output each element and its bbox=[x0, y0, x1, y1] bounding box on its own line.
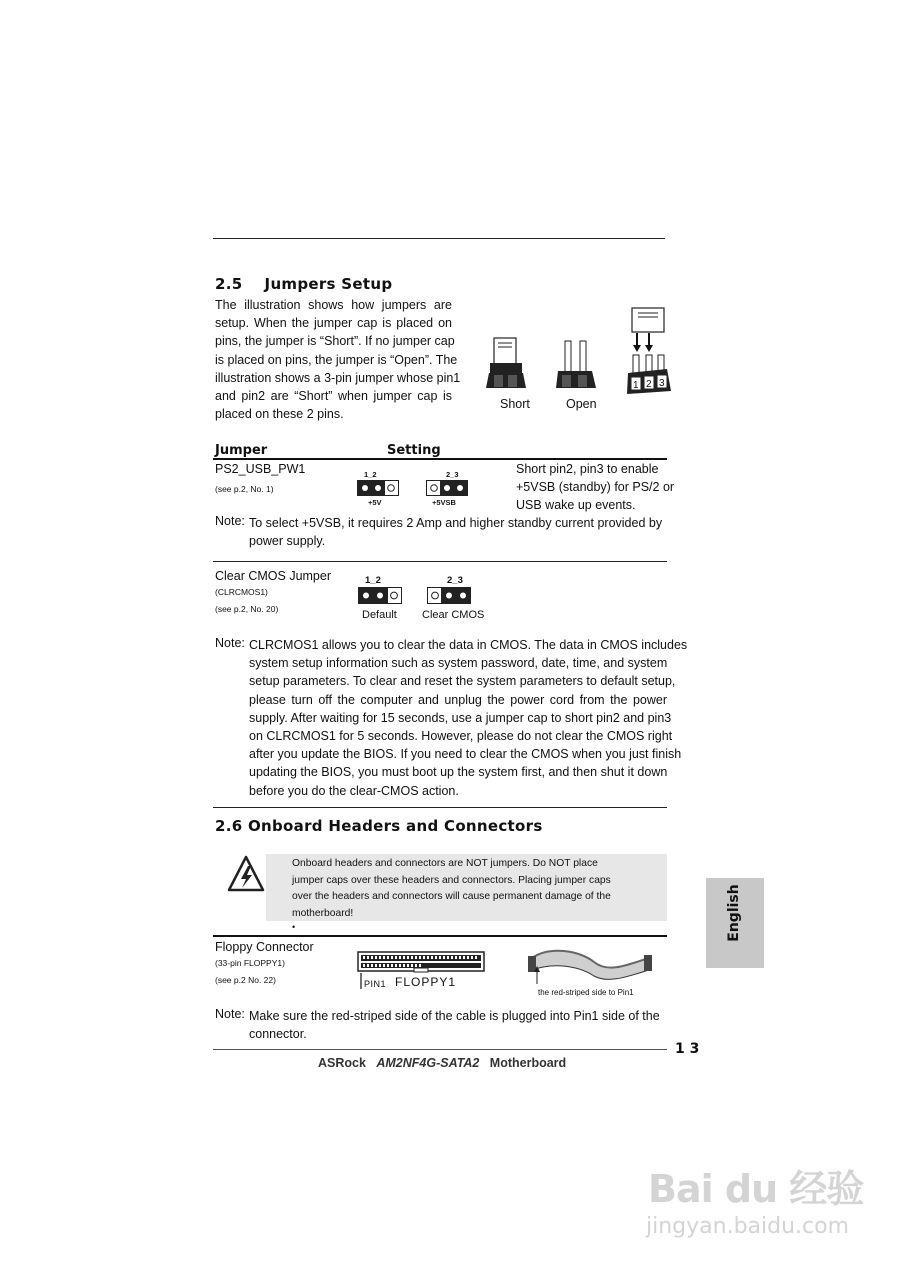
intro-line: setup. When the jumper cap is placed on bbox=[215, 316, 452, 331]
floppy-note-label: Note: bbox=[215, 1007, 245, 1021]
footer-title bbox=[318, 1056, 566, 1070]
clrcmos-note-line: system setup information such as system password, date, time, and system bbox=[249, 656, 668, 671]
intro-line: illustration shows a 3-pin jumper whose pin1 bbox=[215, 370, 461, 385]
clrcmos-note-line: supply. After waiting for 15 seconds, use a jumper cap to short pin2 and pin3 bbox=[249, 710, 672, 725]
pin-2-label: 2 bbox=[646, 379, 652, 390]
language-tab-label: English bbox=[726, 884, 742, 942]
bullet: • bbox=[292, 922, 296, 932]
clrcmos-row-rule bbox=[213, 807, 667, 808]
short-jumper-figure bbox=[486, 338, 526, 388]
section-2-6-heading: 2.6 Onboard Headers and Connectors bbox=[215, 817, 543, 835]
ps2-option2-bottom: +5VSB bbox=[432, 498, 456, 507]
ps2-note bbox=[249, 514, 669, 550]
ps2-option1-bottom: +5V bbox=[368, 498, 382, 507]
jumper-illustration bbox=[486, 303, 672, 398]
footer-brand: ASRock bbox=[318, 1056, 366, 1070]
floppy-cable-illustration bbox=[524, 944, 654, 990]
three-pin-jumper-figure bbox=[627, 308, 671, 394]
clrcmos-note-label: Note: bbox=[215, 636, 245, 650]
ps2-jumper-2-3 bbox=[426, 480, 468, 496]
clrcmos-note-line: setup parameters. To clear and reset the system parameters to default setup, bbox=[249, 674, 676, 689]
clrcmos-note-line: on CLRCMOS1 for 5 seconds. However, please do not clear the CMOS right bbox=[249, 729, 673, 744]
clrcmos-note-line: after you update the BIOS. If you need to clear the CMOS when you just finish bbox=[249, 747, 682, 762]
top-rule bbox=[213, 238, 665, 239]
intro-line: The illustration shows how jumpers are bbox=[215, 298, 452, 312]
warning-box bbox=[266, 854, 667, 921]
warning-line: jumper caps over these headers and connectors. Placing jumper caps bbox=[292, 874, 611, 886]
short-caption: Short bbox=[500, 397, 530, 411]
floppy-connector-label: FLOPPY1 bbox=[395, 975, 457, 989]
ps2-option2-top: 2_3 bbox=[446, 470, 459, 479]
warning-text bbox=[292, 856, 662, 922]
intro-line: and pin2 are “Short” when jumper cap is bbox=[215, 389, 452, 404]
clrcmos-note-line: before you do the clear-CMOS action. bbox=[249, 783, 459, 798]
floppy-top-rule bbox=[213, 935, 667, 937]
ps2-jumper-ref: (see p.2, No. 1) bbox=[215, 484, 274, 494]
intro-line: placed on these 2 pins. bbox=[215, 407, 344, 422]
open-caption: Open bbox=[566, 397, 597, 411]
ps2-note-label: Note: bbox=[215, 514, 245, 528]
ps2-description bbox=[516, 460, 675, 515]
clrcmos-jumper-2-3 bbox=[427, 587, 471, 604]
warning-line: motherboard! bbox=[292, 907, 354, 919]
clrcmos-jumper-1-2 bbox=[358, 587, 402, 604]
clrcmos-option1-top: 1_2 bbox=[365, 575, 381, 586]
ps2-desc-line: Short pin2, pin3 to enable bbox=[516, 462, 659, 476]
clrcmos-note-line: CLRCMOS1 allows you to clear the data in CMOS. The data in CMOS includes bbox=[249, 638, 688, 652]
floppy-name: Floppy Connector bbox=[215, 940, 314, 954]
ps2-desc-line: USB wake up events. bbox=[516, 498, 636, 513]
pin-3-label: 3 bbox=[659, 378, 665, 389]
intro-line: is placed on pins, the jumper is “Open”. The bbox=[215, 352, 458, 367]
footer-suffix: Motherboard bbox=[489, 1056, 567, 1070]
ps2-note-line: power supply. bbox=[249, 534, 326, 549]
clrcmos-note-line: please turn off the computer and unplug the power cord from the power bbox=[249, 692, 667, 707]
ps2-jumper-name: PS2_USB_PW1 bbox=[215, 462, 306, 476]
ps2-jumper-1-2 bbox=[357, 480, 399, 496]
floppy-note bbox=[249, 1007, 667, 1043]
ps2-desc-line: +5VSB (standby) for PS/2 or bbox=[516, 480, 675, 495]
floppy-ref: (see p.2 No. 22) bbox=[215, 975, 276, 985]
footer-rule bbox=[213, 1049, 667, 1050]
clrcmos-note-line: updating the BIOS, you must boot up the system first, and then shut it down bbox=[249, 765, 668, 780]
footer-model: AM2NF4G-SATA2 bbox=[376, 1056, 480, 1070]
pin-1-label: 1 bbox=[633, 380, 639, 391]
warning-line: over the headers and connectors will cause permanent damage of the bbox=[292, 891, 611, 902]
floppy-id: (33-pin FLOPPY1) bbox=[215, 958, 285, 968]
ps2-option1-top: 1_2 bbox=[364, 470, 377, 479]
warning-icon bbox=[226, 854, 266, 894]
intro-line: pins, the jumper is “Short”. If no jumper cap bbox=[215, 334, 455, 349]
clrcmos-note bbox=[249, 636, 688, 800]
clrcmos-name: Clear CMOS Jumper bbox=[215, 569, 331, 583]
clrcmos-ref: (see p.2, No. 20) bbox=[215, 604, 279, 614]
warning-line: Onboard headers and connectors are NOT jumpers. Do NOT place bbox=[292, 858, 598, 869]
baidu-watermark-logo: Bai du 经验 bbox=[648, 1167, 864, 1211]
floppy-note-line: Make sure the red-striped side of the cable is plugged into Pin1 side of the bbox=[249, 1009, 660, 1023]
floppy-note-line: connector. bbox=[249, 1027, 307, 1042]
clrcmos-option2-bottom: Clear CMOS bbox=[422, 609, 485, 621]
ps2-row-rule bbox=[213, 561, 667, 562]
ps2-note-line: To select +5VSB, it requires 2 Amp and higher standby current provided by bbox=[249, 516, 663, 530]
clrcmos-option2-top: 2_3 bbox=[447, 575, 463, 586]
floppy-pin1-label: PIN1 bbox=[364, 979, 387, 989]
floppy-cable-caption: the red-striped side to Pin1 bbox=[538, 988, 634, 997]
open-jumper-figure bbox=[556, 341, 596, 388]
jumpers-intro-paragraph bbox=[215, 296, 461, 423]
clrcmos-id: (CLRCMOS1) bbox=[215, 587, 268, 597]
table-header-jumper: Jumper bbox=[215, 443, 268, 458]
page-number: 1 3 bbox=[675, 1041, 700, 1057]
section-2-5-heading: 2.5 Jumpers Setup bbox=[215, 275, 393, 293]
table-header-setting: Setting bbox=[387, 443, 441, 458]
clrcmos-option1-bottom: Default bbox=[362, 609, 397, 621]
baidu-watermark-url: jingyan.baidu.com bbox=[646, 1214, 850, 1239]
